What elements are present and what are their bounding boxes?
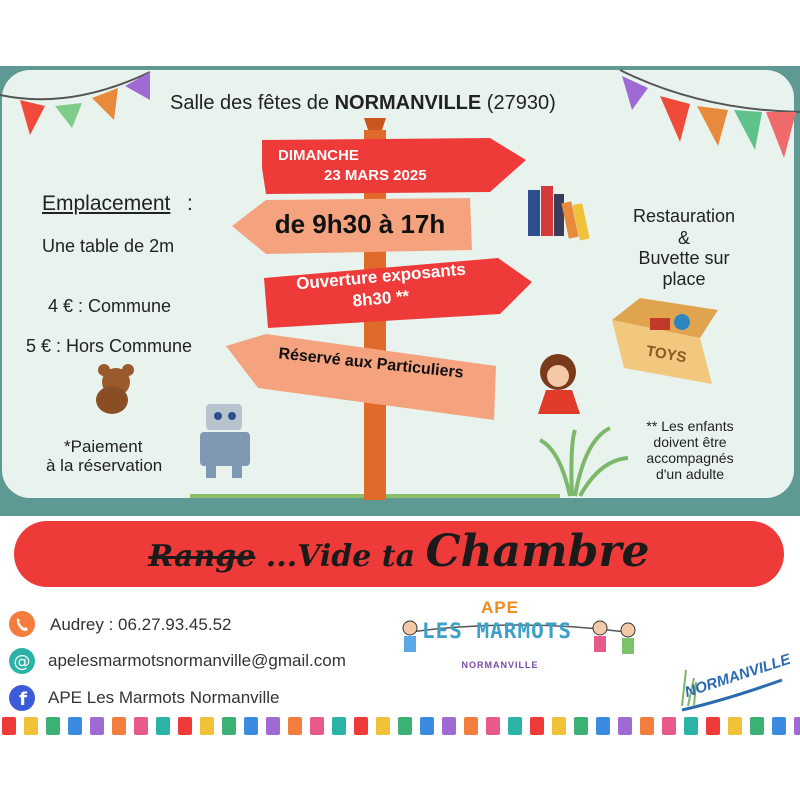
border-dash	[508, 717, 522, 735]
toy-box-illustration	[612, 298, 718, 384]
border-dash	[772, 717, 786, 735]
border-dash	[68, 717, 82, 735]
doll-illustration	[538, 354, 580, 414]
note-line-1: ** Les enfants	[646, 418, 734, 434]
opening-line-2: 8h30 **	[351, 286, 410, 311]
border-dash	[574, 717, 588, 735]
email-contact: apelesmarmotsnormanville@gmail.com	[48, 651, 346, 670]
books-illustration	[528, 186, 590, 240]
food-line-3: Buvette sur	[638, 248, 730, 268]
teddy-bear-illustration	[96, 364, 134, 414]
border-dash	[552, 717, 566, 735]
toys-label: TOYS	[644, 342, 688, 367]
table-size: Une table de 2m	[42, 236, 175, 256]
event-title	[14, 526, 784, 577]
food-line-2: &	[677, 228, 690, 248]
border-dash	[244, 717, 258, 735]
border-dash	[618, 717, 632, 735]
venue-prefix: Salle des fêtes de	[170, 92, 329, 114]
robot-illustration	[200, 404, 250, 478]
border-dash	[706, 717, 720, 735]
food-line-1: Restauration	[632, 206, 736, 226]
note-line-4: d'un adulte	[655, 466, 725, 482]
border-dash	[464, 717, 478, 735]
border-dash	[2, 717, 16, 735]
svg-text:f: f	[19, 689, 27, 710]
border-dash	[310, 717, 324, 735]
title-middle: ...Vide ta	[255, 539, 426, 574]
border-dash	[684, 717, 698, 735]
border-dash	[662, 717, 676, 735]
opening-line-1: Ouverture exposants	[295, 259, 467, 294]
border-dash	[750, 717, 764, 735]
struck-word: Range	[148, 539, 256, 574]
event-day: DIMANCHE	[278, 147, 359, 164]
border-dash	[156, 717, 170, 735]
event-date: 23 MARS 2025	[324, 167, 427, 184]
note-line-2: doivent être	[653, 434, 727, 450]
title-big-word: Chambre	[425, 526, 650, 577]
marmots-logo-text: LES MARMOTS	[421, 619, 573, 643]
venue-postcode: (27930)	[486, 92, 556, 114]
border-dash	[200, 717, 214, 735]
facebook-icon	[9, 685, 35, 711]
border-dash	[596, 717, 610, 735]
border-dash	[640, 717, 654, 735]
phone-icon	[9, 611, 35, 637]
reserved-label: Réservé aux Particuliers	[277, 345, 465, 382]
border-dash	[376, 717, 390, 735]
location-title-colon: :	[187, 192, 193, 215]
facebook-contact: APE Les Marmots Normanville	[48, 688, 280, 707]
border-dash	[728, 717, 742, 735]
event-hours: de 9h30 à 17h	[274, 209, 446, 239]
venue-line	[170, 92, 630, 115]
border-dash	[398, 717, 412, 735]
payment-line-1: *Paiement	[64, 437, 143, 456]
border-dash	[24, 717, 38, 735]
border-dash	[178, 717, 192, 735]
border-dash	[266, 717, 280, 735]
border-dash	[134, 717, 148, 735]
border-dash	[90, 717, 104, 735]
border-dash	[288, 717, 302, 735]
location-title: Emplacement	[42, 192, 171, 215]
border-dash	[420, 717, 434, 735]
venue-city: NORMANVILLE	[334, 92, 482, 114]
border-dash	[46, 717, 60, 735]
normanville-logo-text: NORMANVILLE	[682, 650, 793, 701]
border-dash	[222, 717, 236, 735]
note-line-3: accompagnés	[646, 450, 734, 466]
border-dash	[486, 717, 500, 735]
border-dash	[442, 717, 456, 735]
fee-outside: 5 € : Hors Commune	[26, 336, 193, 356]
border-dash	[112, 717, 126, 735]
border-dash	[530, 717, 544, 735]
food-line-4: place	[662, 269, 706, 289]
colored-dash-border	[0, 715, 800, 737]
phone-contact: Audrey : 06.27.93.45.52	[50, 615, 232, 634]
ape-logo-text: APE	[481, 598, 519, 617]
svg-text:@: @	[13, 652, 31, 672]
at-icon	[9, 648, 35, 674]
border-dash	[794, 717, 800, 735]
fee-commune: 4 € : Commune	[48, 296, 172, 316]
logo-city-text: NORMANVILLE	[461, 660, 539, 670]
border-dash	[332, 717, 346, 735]
border-dash	[354, 717, 368, 735]
payment-line-2: à la réservation	[46, 456, 163, 475]
